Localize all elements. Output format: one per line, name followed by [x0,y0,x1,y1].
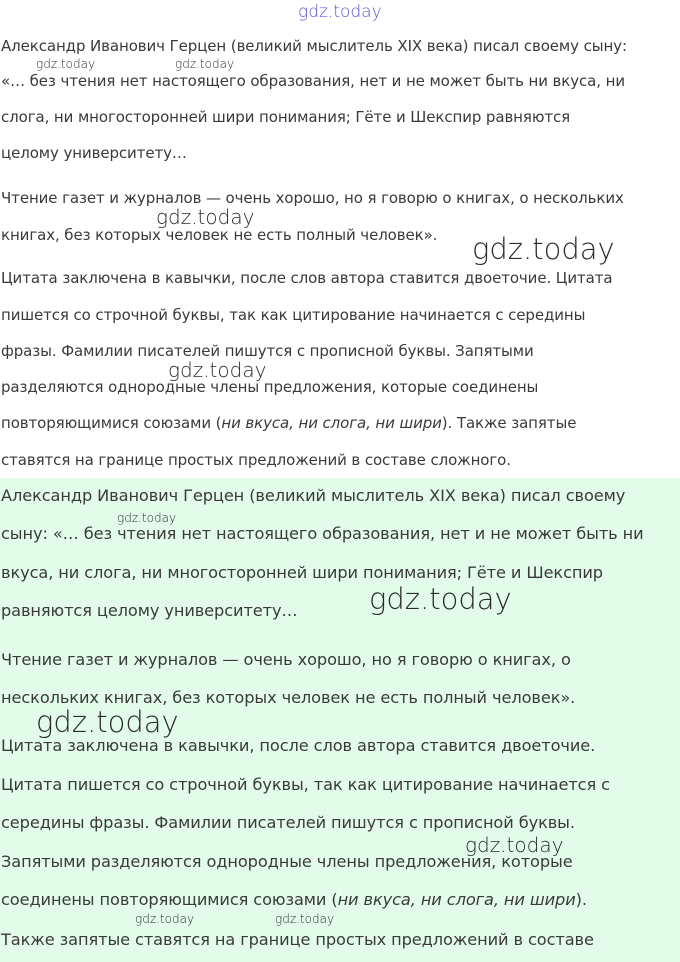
text-line: Александр Иванович Герцен (великий мыслитель XIX века) писал своему [1,486,626,505]
text-line: пишется со строчной буквы, так как цитирование начинается с середины [1,306,586,324]
site-logo: gdz.today [298,2,382,22]
watermark: gdz.today [156,205,255,229]
watermark: gdz.today [465,833,564,857]
watermark: gdz.today [168,358,267,382]
text-line: вкуса, ни слога, ни многосторонней шири понимания; Гёте и Шекспир [1,563,603,582]
watermark: gdz.today [117,511,177,525]
text-line: сыну: «… без чтения нет настоящего образования, нет и не может быть ни [1,524,644,543]
watermark: gdz.today [275,912,335,926]
text-segment: ). Также запятые [441,414,577,432]
top-text-block [0,0,680,478]
text-segment: ). [575,890,587,909]
text-line: фразы. Фамилии писателей пишутся с прописной буквы. Запятыми [1,342,534,360]
text-line: целому университету… [1,144,187,162]
watermark: gdz.today [36,705,179,739]
italic-text: ни вкуса, ни слога, ни шири [221,414,442,432]
text-line: Цитата заключена в кавычки, после слов автора ставится двоеточие. [1,736,596,755]
text-line [1,414,576,432]
text-line: ставятся на границе простых предложений в составе сложного. [1,451,511,469]
text-line: разделяются однородные члены предложения, которые соединены [1,378,539,396]
text-line: Цитата пишется со строчной буквы, так как цитирование начинается с [1,775,610,794]
text-line: Александр Иванович Герцен (великий мыслитель XIX века) писал своему сыну: [1,37,627,55]
watermark: gdz.today [175,57,235,71]
watermark: gdz.today [36,57,96,71]
text-line: «… без чтения нет настоящего образования, нет и не может быть ни вкуса, ни [1,72,625,90]
text-line: нескольких книгах, без которых человек не есть полный человек». [1,688,576,707]
text-line: равняются целому университету… [1,601,298,620]
watermark: gdz.today [135,912,195,926]
text-line: Цитата заключена в кавычки, после слов автора ставится двоеточие. Цитата [1,269,613,287]
text-line: книгах, без которых человек не есть полный человек». [1,226,438,244]
italic-text: ни вкуса, ни слога, ни шири [337,890,576,909]
text-segment: соединены повторяющимися союзами ( [1,890,338,909]
text-segment: повторяющимися союзами ( [1,414,222,432]
bottom-text-block [0,478,680,962]
text-line [1,890,587,909]
watermark: gdz.today [369,582,512,616]
text-line: середины фразы. Фамилии писателей пишутся с прописной буквы. [1,813,575,832]
watermark: gdz.today [472,232,615,266]
text-line: Запятыми разделяются однородные члены предложения, которые [1,852,573,871]
text-line: Также запятые ставятся на границе простых предложений в составе [1,930,594,949]
text-line: Чтение газет и журналов — очень хорошо, но я говорю о книгах, о нескольких [1,189,624,207]
text-line: слога, ни многосторонней шири понимания; Гёте и Шекспир равняются [1,108,571,126]
text-line: Чтение газет и журналов — очень хорошо, но я говорю о книгах, о [1,650,571,669]
